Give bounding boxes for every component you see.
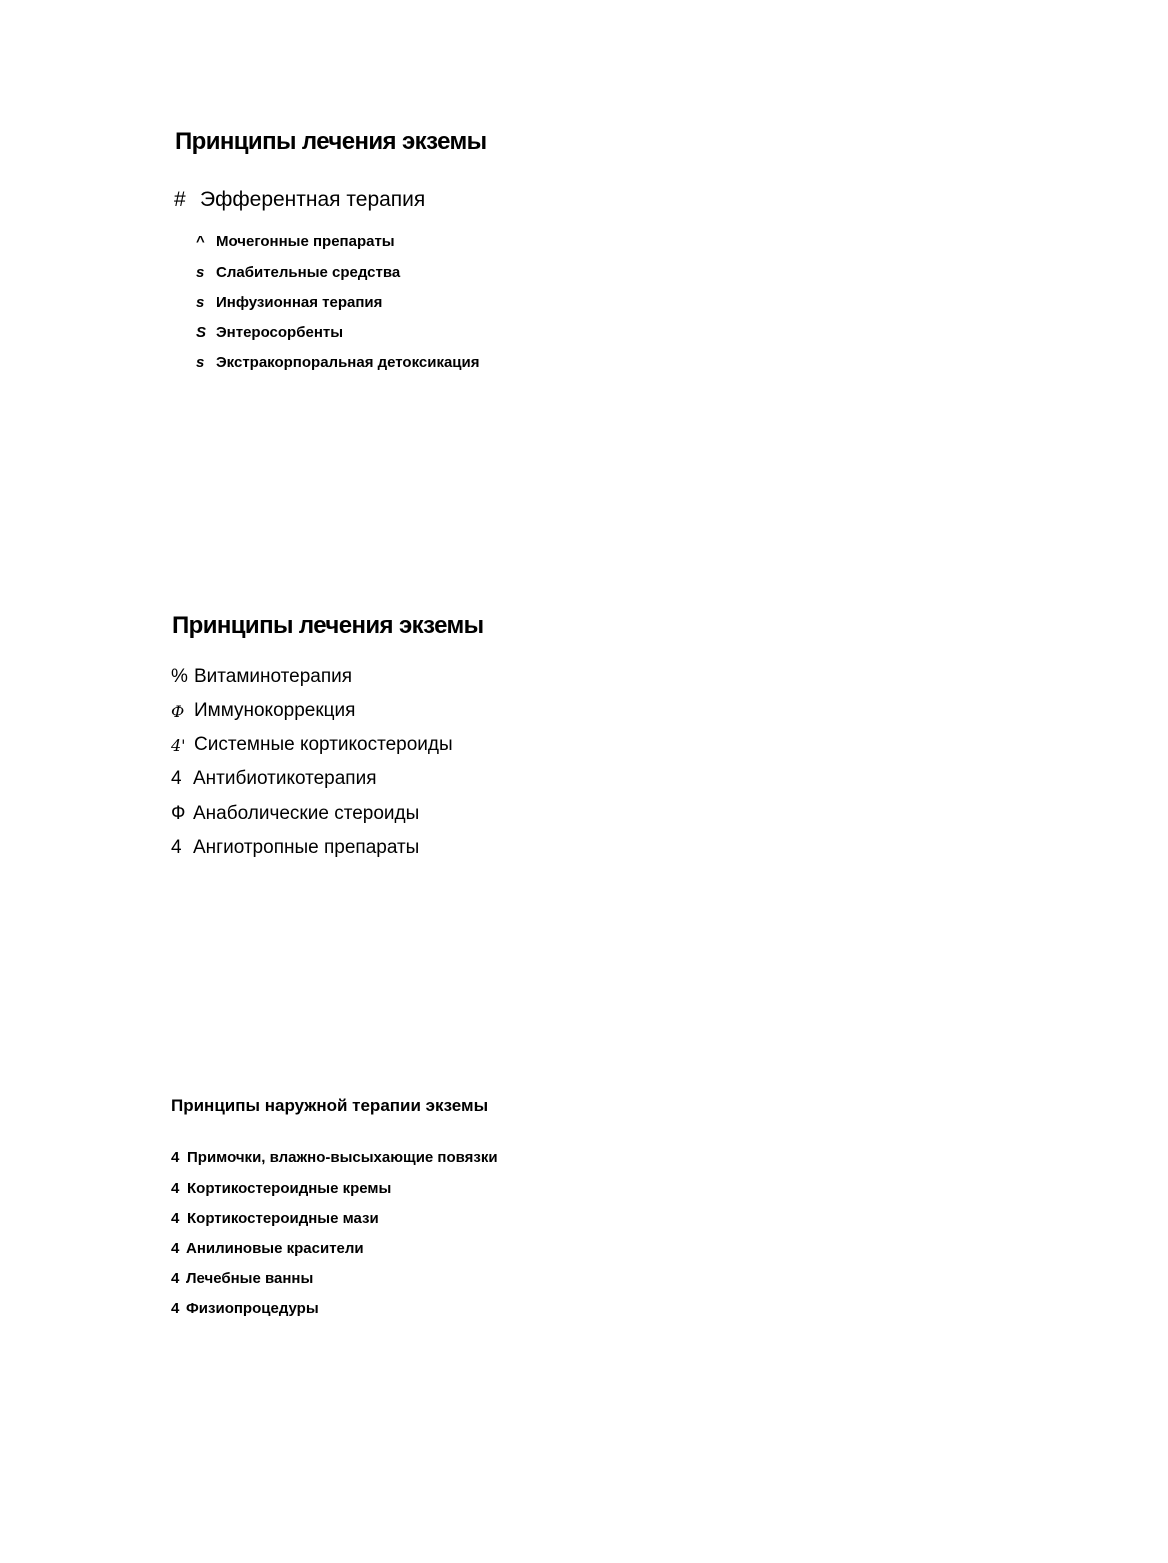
section1-item-marker: s (196, 264, 205, 281)
section1-item-text: Мочегонные препараты (216, 233, 395, 250)
section3-item-text: Физиопроцедуры (186, 1300, 319, 1317)
section2-item-text: Антибиотикотерапия (193, 768, 377, 789)
section2-item-text: Системные кортикостероиды (194, 734, 453, 755)
section2-item-marker: Ф (171, 803, 186, 824)
section2-item-marker: 4' (171, 736, 186, 755)
section1-item-marker: s (196, 354, 205, 371)
section1-heading-marker: # (174, 188, 186, 211)
section1-item-marker: s (196, 294, 205, 311)
section3-item-marker: 4 (171, 1180, 180, 1197)
section3-item-text: Лечебные ванны (186, 1270, 314, 1287)
section2-item-marker: 4 (171, 837, 182, 858)
section3-item-text: Примочки, влажно-высыхающие повязки (187, 1149, 498, 1166)
section3-item-marker: 4 (171, 1210, 180, 1227)
section3-item-text: Анилиновые красители (186, 1240, 364, 1257)
section2-item-text: Ангиотропные препараты (193, 837, 420, 858)
section3-item-text: Кортикостероидные мази (187, 1210, 379, 1227)
section1-heading-text: Эфферентная терапия (200, 188, 426, 211)
section2-item-marker: % (171, 666, 188, 687)
section2-item-text: Иммунокоррекция (194, 700, 356, 721)
section1-item-marker: ^ (196, 233, 205, 250)
section1-item-marker: S (196, 324, 207, 341)
section2-item-text: Анаболические стероиды (193, 803, 420, 824)
section3-item-marker: 4 (171, 1240, 180, 1257)
section3-item-marker: 4 (171, 1149, 180, 1166)
section1-item-text: Энтеросорбенты (216, 324, 344, 341)
section3-item-marker: 4 (171, 1270, 180, 1287)
section2-item-marker: Ф (171, 702, 185, 721)
section2-item-marker: 4 (171, 768, 182, 789)
section3-title: Принципы наружной терапии экземы (171, 1096, 489, 1115)
section1-item-text: Слабительные средства (216, 264, 401, 281)
section1-item-text: Экстракорпоральная детоксикация (216, 354, 480, 371)
section3-item-text: Кортикостероидные кремы (187, 1180, 392, 1197)
section1-item-text: Инфузионная терапия (216, 294, 383, 311)
section2-title: Принципы лечения экземы (172, 612, 484, 639)
section3-item-marker: 4 (171, 1300, 180, 1317)
section1-title: Принципы лечения экземы (175, 128, 487, 155)
section2-item-text: Витаминотерапия (194, 666, 353, 687)
